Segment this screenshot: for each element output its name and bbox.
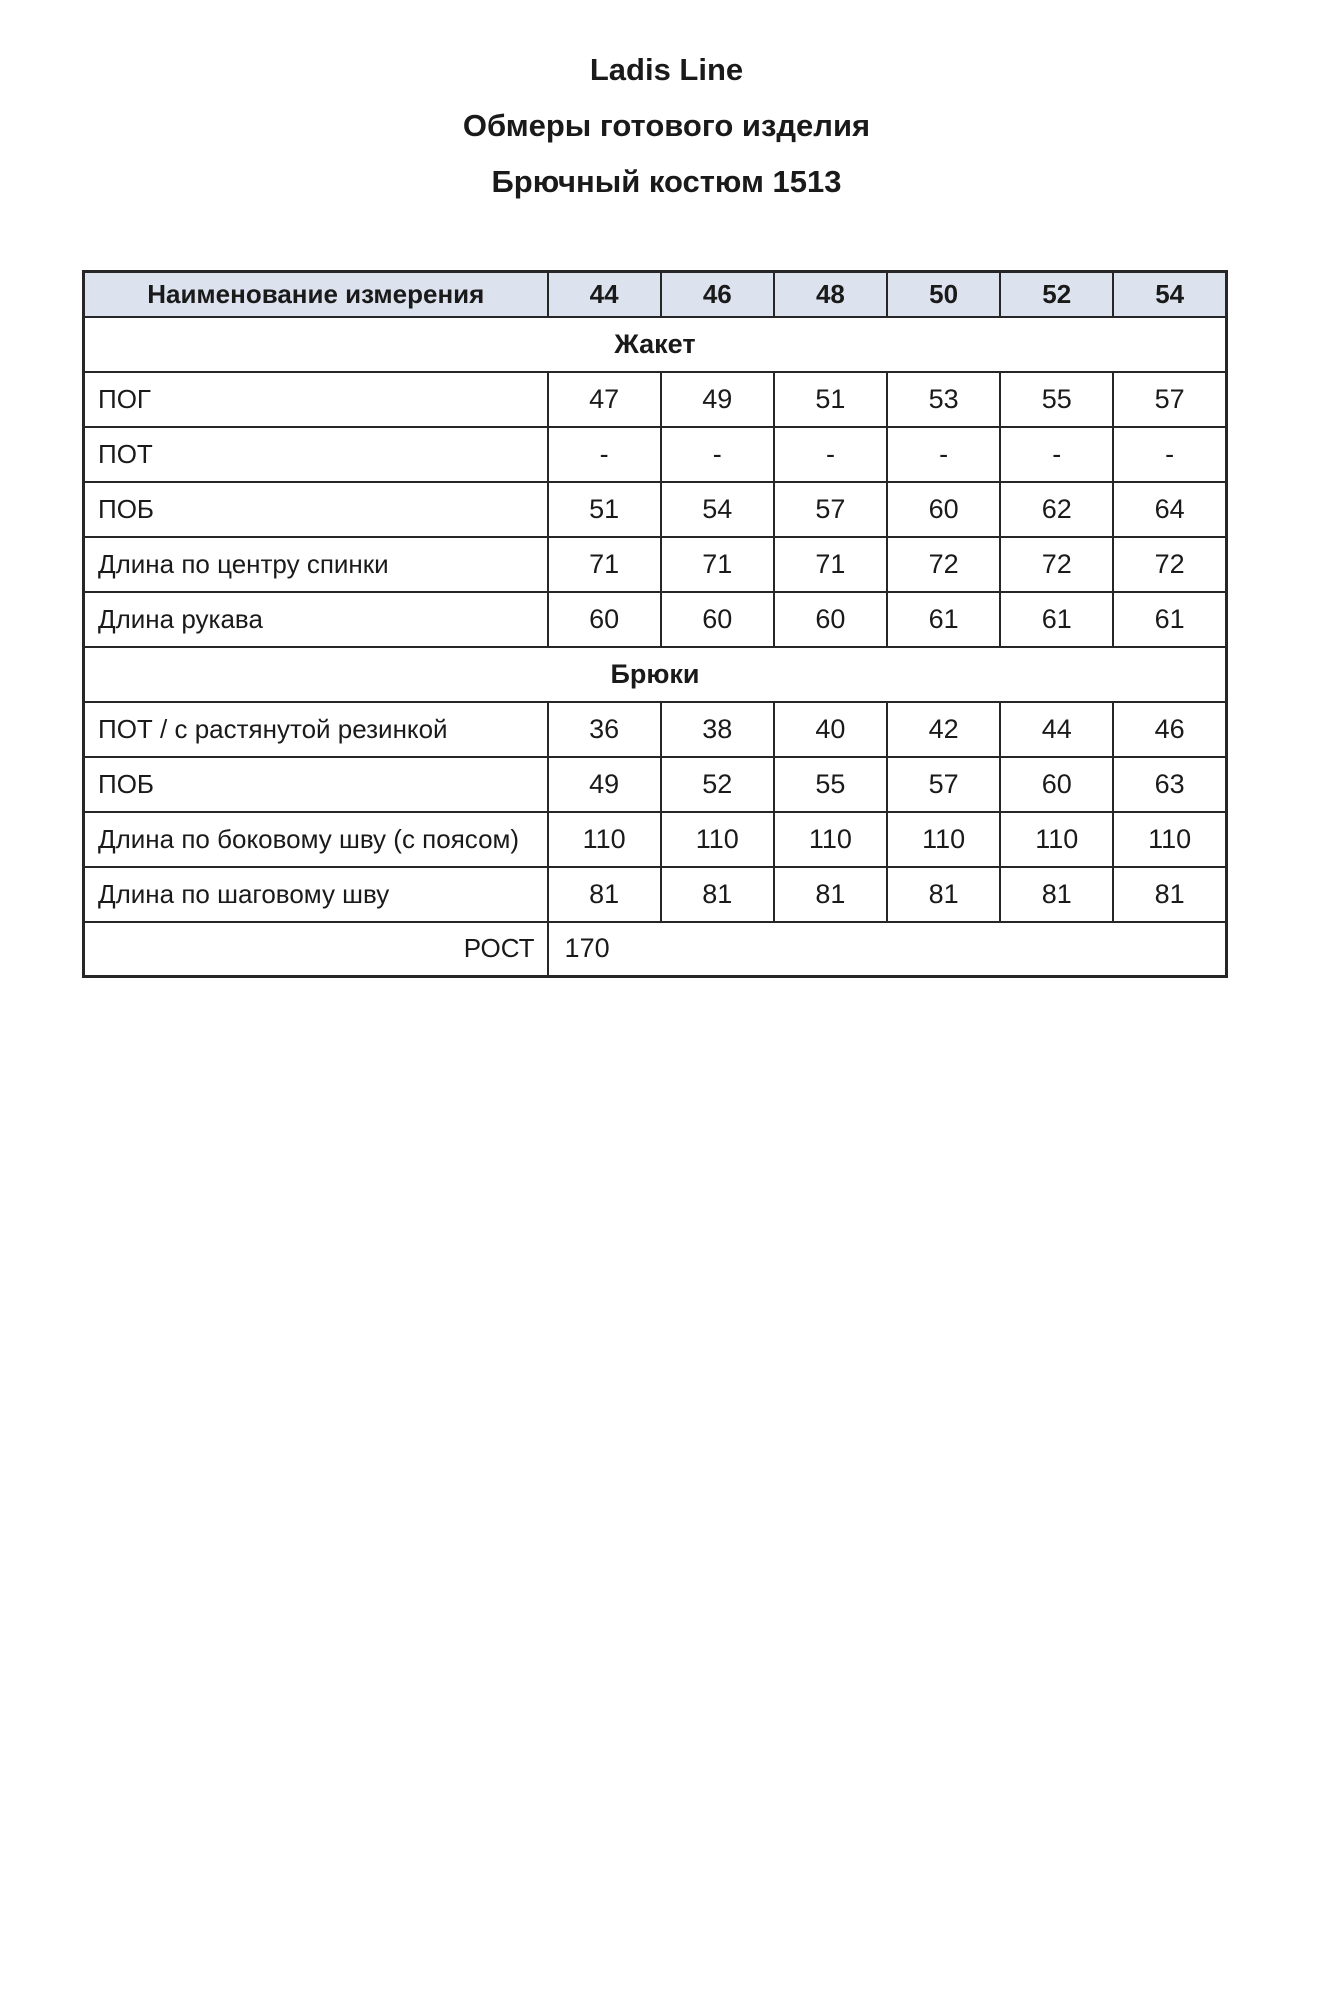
section-title-cell: Жакет	[84, 317, 1227, 372]
section-row	[84, 647, 1227, 702]
document-subtitle: Обмеры готового изделия	[462, 108, 871, 143]
measurement-row	[84, 372, 1227, 427]
value-cell: -	[774, 427, 887, 482]
value-cell: 72	[1113, 537, 1226, 592]
value-cell: 47	[548, 372, 661, 427]
value-cell: 44	[1000, 702, 1113, 757]
value-cell: 54	[661, 482, 774, 537]
value-cell: 60	[887, 482, 1000, 537]
brand-title: Ladis Line	[589, 52, 744, 87]
value-cell: -	[1000, 427, 1113, 482]
value-cell: 60	[774, 592, 887, 647]
value-cell: 71	[774, 537, 887, 592]
value-cell: -	[1113, 427, 1226, 482]
measurement-row	[84, 867, 1227, 922]
value-cell: 110	[1113, 812, 1226, 867]
value-cell: -	[661, 427, 774, 482]
table-body	[84, 317, 1227, 977]
value-cell: 81	[1000, 867, 1113, 922]
value-cell: 110	[887, 812, 1000, 867]
size-header-row	[84, 272, 1227, 317]
value-cell: 46	[1113, 702, 1226, 757]
value-cell: 51	[548, 482, 661, 537]
value-cell: 81	[548, 867, 661, 922]
value-cell: 62	[1000, 482, 1113, 537]
row-label-cell: ПОТ / с растянутой резинкой	[84, 702, 548, 757]
value-cell: 51	[774, 372, 887, 427]
size-header-cell: 54	[1113, 272, 1226, 317]
value-cell: 57	[774, 482, 887, 537]
value-cell: 38	[661, 702, 774, 757]
rost-label-cell: РОСТ	[84, 922, 548, 977]
section-title-cell: Брюки	[84, 647, 1227, 702]
value-cell: 49	[548, 757, 661, 812]
value-cell: 60	[548, 592, 661, 647]
value-cell: 110	[661, 812, 774, 867]
value-cell: 71	[548, 537, 661, 592]
product-title: Брючный костюм 1513	[491, 164, 842, 199]
value-cell: 110	[1000, 812, 1113, 867]
measurement-row	[84, 482, 1227, 537]
size-header-cell: 44	[548, 272, 661, 317]
measurement-row	[84, 757, 1227, 812]
table-head	[84, 272, 1227, 317]
value-cell: 110	[548, 812, 661, 867]
value-cell: 60	[661, 592, 774, 647]
value-cell: 81	[774, 867, 887, 922]
measurements-table	[82, 270, 1228, 978]
row-label-cell: Длина по шаговому шву	[84, 867, 548, 922]
size-header-cell: 50	[887, 272, 1000, 317]
value-cell: 52	[661, 757, 774, 812]
value-cell: 42	[887, 702, 1000, 757]
value-cell: -	[548, 427, 661, 482]
value-cell: 72	[1000, 537, 1113, 592]
size-header-cell: 48	[774, 272, 887, 317]
measurement-row	[84, 427, 1227, 482]
value-cell: -	[887, 427, 1000, 482]
rost-value-cell: 170	[548, 922, 1227, 977]
value-cell: 61	[1000, 592, 1113, 647]
size-header-cell: 46	[661, 272, 774, 317]
row-label-cell: ПОГ	[84, 372, 548, 427]
row-label-cell: Длина по центру спинки	[84, 537, 548, 592]
row-label-cell: Длина по боковому шву (с поясом)	[84, 812, 548, 867]
value-cell: 64	[1113, 482, 1226, 537]
value-cell: 60	[1000, 757, 1113, 812]
row-label-cell: ПОБ	[84, 482, 548, 537]
value-cell: 110	[774, 812, 887, 867]
value-cell: 57	[887, 757, 1000, 812]
value-cell: 40	[774, 702, 887, 757]
value-cell: 36	[548, 702, 661, 757]
measurement-name-header: Наименование измерения	[84, 272, 548, 317]
measurement-row	[84, 592, 1227, 647]
value-cell: 81	[1113, 867, 1226, 922]
value-cell: 63	[1113, 757, 1226, 812]
value-cell: 55	[1000, 372, 1113, 427]
row-label-cell: Длина рукава	[84, 592, 548, 647]
value-cell: 57	[1113, 372, 1226, 427]
size-header-cell: 52	[1000, 272, 1113, 317]
value-cell: 81	[887, 867, 1000, 922]
rost-row	[84, 922, 1227, 977]
measurement-row	[84, 702, 1227, 757]
value-cell: 71	[661, 537, 774, 592]
measurement-row	[84, 537, 1227, 592]
section-row	[84, 317, 1227, 372]
value-cell: 55	[774, 757, 887, 812]
value-cell: 81	[661, 867, 774, 922]
row-label-cell: ПОБ	[84, 757, 548, 812]
measurement-row	[84, 812, 1227, 867]
value-cell: 72	[887, 537, 1000, 592]
row-label-cell: ПОТ	[84, 427, 548, 482]
value-cell: 61	[1113, 592, 1226, 647]
value-cell: 49	[661, 372, 774, 427]
value-cell: 61	[887, 592, 1000, 647]
value-cell: 53	[887, 372, 1000, 427]
